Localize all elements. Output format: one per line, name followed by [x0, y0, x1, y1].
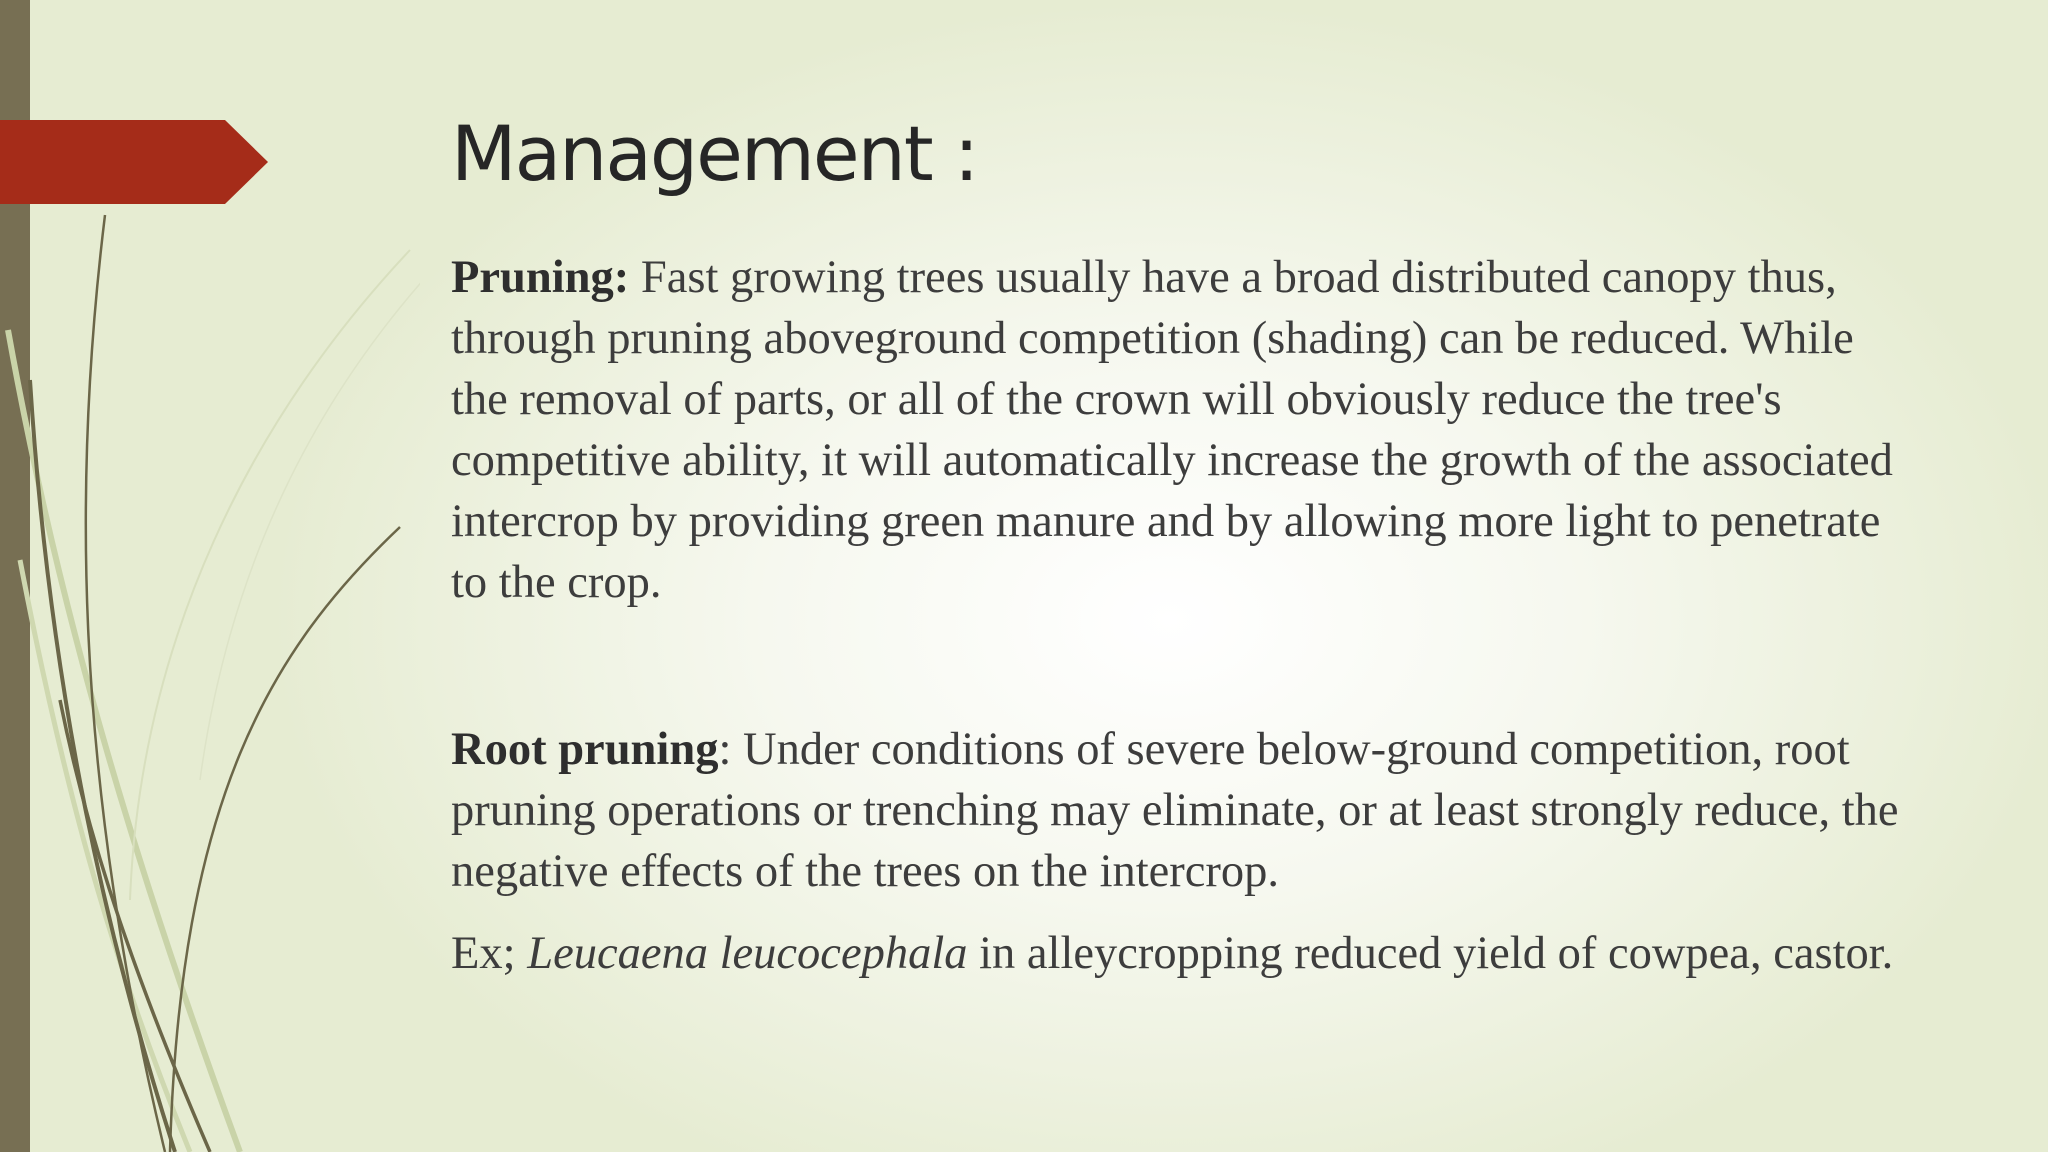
title-accent-arrow	[0, 0, 270, 260]
slide-title: Management :	[451, 109, 978, 198]
example-prefix: Ex;	[451, 928, 528, 979]
example-text: in alleycropping reduced yield of cowpea, castor.	[967, 928, 1894, 979]
root-pruning-text: : Under conditions of severe below-ground competition, root pruning operations or trenching may eliminate, or at least strongly reduce, the negative effects of the trees on the intercrop.	[451, 724, 1899, 897]
example-paragraph	[451, 923, 1921, 984]
root-pruning-paragraph	[451, 719, 1921, 902]
pruning-paragraph	[451, 247, 1921, 613]
slide-body	[451, 247, 1921, 984]
root-pruning-term: Root pruning	[451, 724, 719, 775]
pruning-term: Pruning:	[451, 252, 630, 303]
example-species: Leucaena leucocephala	[527, 928, 968, 979]
pruning-text: Fast growing trees usually have a broad distributed canopy thus, through pruning aboveground competition (shading) can be reduced. While the removal of parts, or all of the crown will obviously reduce the tree's competitive ability, it will automatically increase the growth of the associated intercrop by providing green manure and by allowing more light to penetrate to the crop.	[451, 252, 1893, 608]
